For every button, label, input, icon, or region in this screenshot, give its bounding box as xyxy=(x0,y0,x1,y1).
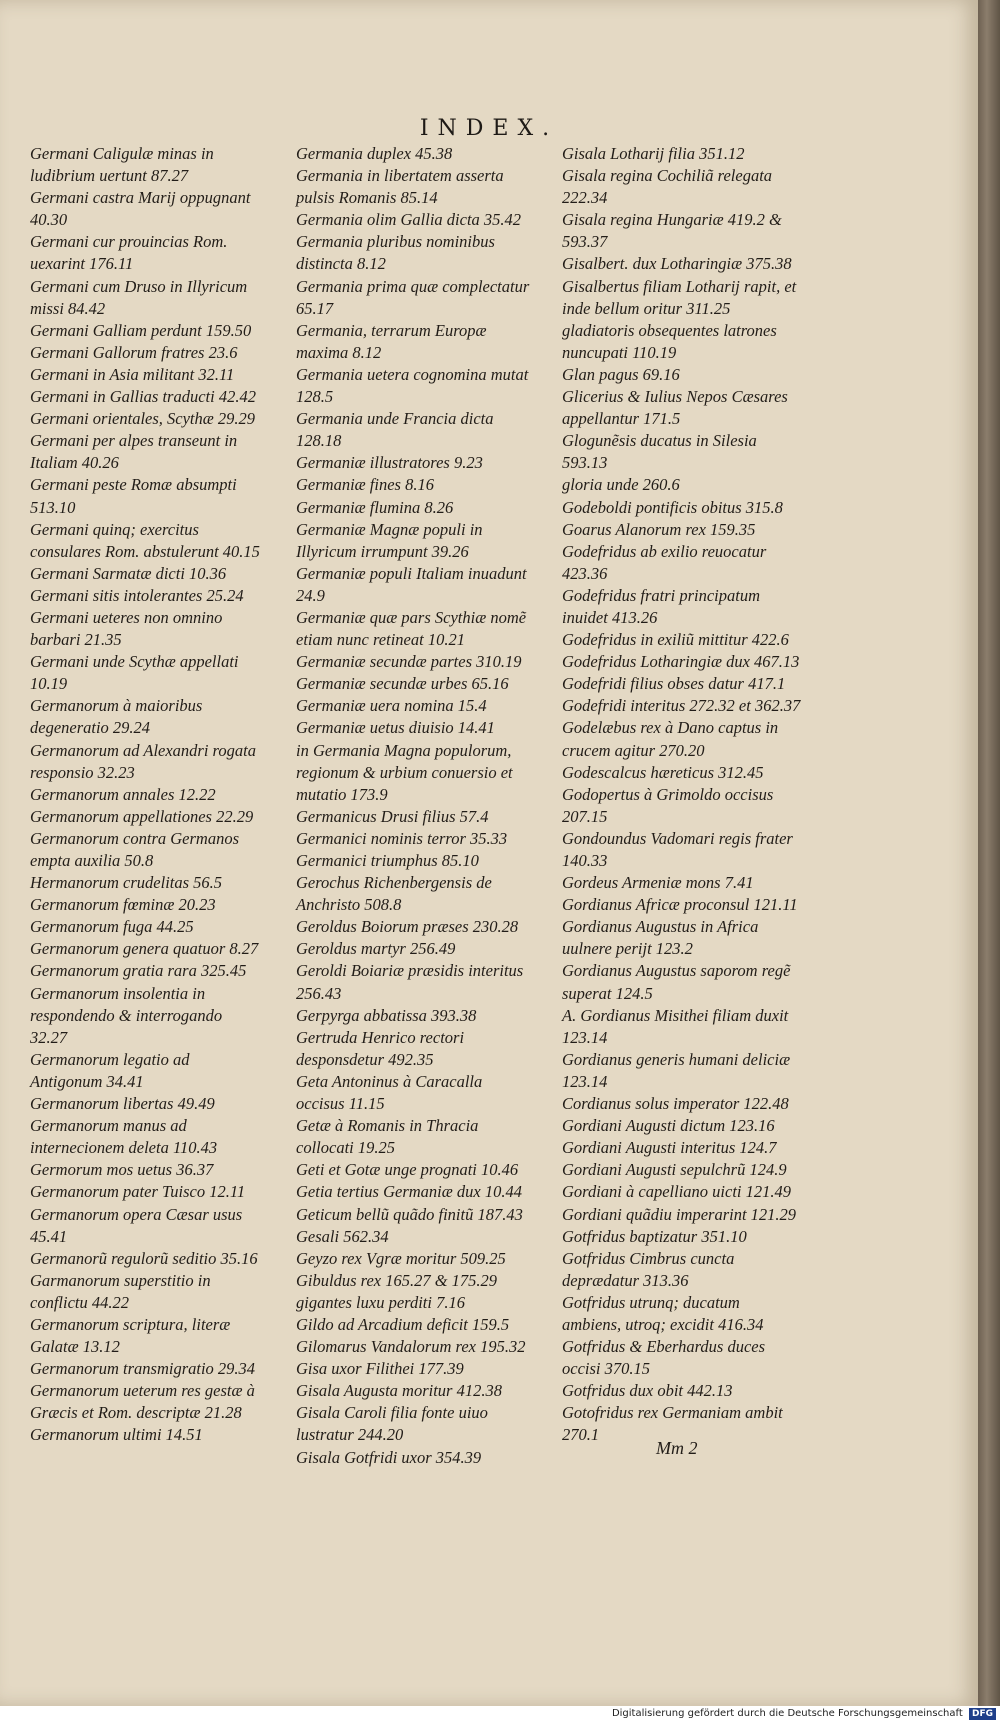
index-entry: Germani Sarmatæ dicti 10.36 xyxy=(30,563,227,583)
index-entry: Germaniæ populi Italiam inuadunt 24.9 xyxy=(296,563,527,605)
index-entry: Godefridus ab exilio reuocatur 423.36 xyxy=(562,541,767,583)
index-entry: Germani Caligulæ minas in ludibrium uertunt 87.27 xyxy=(30,144,214,186)
index-column-1 xyxy=(30,143,260,1447)
index-entry: Gotfridus dux obit 442.13 xyxy=(562,1381,733,1401)
index-entry: Godeboldi pontificis obitus 315.8 xyxy=(562,497,783,517)
index-entry: Germanorum legatio ad Antigonum 34.41 xyxy=(30,1049,190,1091)
index-entry: Germani ueteres non omnino barbari 21.35 xyxy=(30,607,223,650)
index-entry: Gisa uxor Filithei 177.39 xyxy=(296,1359,464,1379)
index-entry: Godopertus à Grimoldo occisus 207.15 xyxy=(562,784,774,826)
index-entry: Germanicus Drusi filius 57.4 xyxy=(296,806,489,826)
index-entry: Germanorũ regulorũ seditio 35.16 xyxy=(30,1248,258,1268)
index-entry: Gisalbert. dux Lotharingiæ 375.38 xyxy=(562,254,792,274)
index-entry: Germaniæ secundæ urbes 65.16 xyxy=(296,674,509,694)
index-entry: Germanici nominis terror 35.33 xyxy=(296,828,508,848)
index-entry: Germanorum ultimi 14.51 xyxy=(30,1425,203,1445)
index-entry: Godelæbus rex à Dano captus in crucem agitur 270.20 xyxy=(562,718,779,760)
index-entry: Gisala Caroli filia fonte uiuo lustratur 244.20 xyxy=(296,1403,488,1445)
index-entry: Germanorum opera Cæsar usus 45.41 xyxy=(30,1204,243,1246)
index-entry: Goarus Alanorum rex 159.35 xyxy=(562,519,756,539)
index-entry: A. Gordianus Misithei filiam duxit 123.14 xyxy=(562,1005,789,1047)
index-entry: Gertruda Henrico rectori desponsdetur 492.35 xyxy=(296,1027,465,1069)
index-entry: Germaniæ uera nomina 15.4 xyxy=(296,696,487,716)
index-entry: Glan pagus 69.16 xyxy=(562,364,680,384)
index-entry: Cordianus solus imperator 122.48 xyxy=(562,1094,789,1114)
index-entry: Gordiani quãdiu imperarint 121.29 xyxy=(562,1204,797,1224)
index-entry: Gisala Lotharij filia 351.12 xyxy=(562,144,745,163)
index-column-2 xyxy=(296,143,534,1469)
index-entry: Germaniæ Magnæ populi in Illyricum irrumpunt 39.26 xyxy=(296,519,483,561)
index-entry: Germanici triumphus 85.10 xyxy=(296,851,479,870)
index-entry: Germania uetera cognomina mutat 128.5 xyxy=(296,364,529,407)
index-entry: Germaniæ uetus diuisio 14.41 xyxy=(296,718,495,738)
index-entry: Germanorum insolentia in respondendo & interrogando 32.27 xyxy=(30,983,223,1047)
index-entry: Germania prima quæ complectatur 65.17 xyxy=(296,276,530,318)
index-entry: Germaniæ illustratores 9.23 xyxy=(296,453,483,473)
index-entry: gigantes luxu perditi 7.16 xyxy=(296,1292,465,1312)
index-entry: Germani castra Marij oppugnant 40.30 xyxy=(30,188,251,230)
index-entry: Germanorum contra Germanos empta auxilia 50.8 xyxy=(30,828,239,870)
index-entry: Germania duplex 45.38 xyxy=(296,144,453,163)
index-entry: Geticum bellũ quãdo finitũ 187.43 xyxy=(296,1204,523,1224)
page-edge xyxy=(978,0,1000,1706)
index-entry: Gordianus generis humani deliciæ 123.14 xyxy=(562,1049,791,1091)
index-entry: Geroldi Boiariæ præsidis interitus 256.43 xyxy=(296,961,524,1003)
index-entry: Gerochus Richenbergensis de Anchristo 508.8 xyxy=(296,873,492,915)
index-entry: Godefridi interitus 272.32 et 362.37 xyxy=(562,696,801,716)
index-entry: Geta Antoninus à Caracalla occisus 11.15 xyxy=(296,1071,483,1114)
index-entry: Germanorum gratia rara 325.45 xyxy=(30,961,247,981)
digitization-footer xyxy=(0,1706,1000,1722)
index-entry: Gilomarus Vandalorum rex 195.32 xyxy=(296,1337,526,1357)
index-entry: Gotfridus & Eberhardus duces occisi 370.15 xyxy=(562,1337,766,1379)
index-entry: Gordianus Augustus in Africa uulnere perijt 123.2 xyxy=(562,917,759,959)
index-entry: Germani unde Scythæ appellati 10.19 xyxy=(30,652,239,694)
index-entry: Germania, terrarum Europæ maxima 8.12 xyxy=(296,320,487,362)
index-entry: Gordiani à capelliano uicti 121.49 xyxy=(562,1182,791,1202)
index-entry: Germorum mos uetus 36.37 xyxy=(30,1160,214,1180)
index-entry: Geyzo rex Vgræ moritur 509.25 xyxy=(296,1248,506,1268)
index-entry: Germanorum annales 12.22 xyxy=(30,784,216,804)
index-entry: Germanorum transmigratio 29.34 xyxy=(30,1359,256,1379)
index-entry: Germanorum scriptura, literæ Galatæ 13.12 xyxy=(30,1314,231,1357)
index-entry: Gotfridus Cimbrus cuncta deprædatur 313.36 xyxy=(562,1248,735,1290)
index-entry: Godefridus in exiliũ mittitur 422.6 xyxy=(562,630,789,650)
index-entry: Gordiani Augusti interitus 124.7 xyxy=(562,1138,777,1158)
index-entry: gloria unde 260.6 xyxy=(562,475,680,495)
index-entry: Germani peste Romæ absumpti 513.10 xyxy=(30,475,237,517)
index-entry: Getia tertius Germaniæ dux 10.44 xyxy=(296,1182,522,1202)
index-entry: Gisala regina Hungariæ 419.2 & 593.37 xyxy=(562,210,782,252)
index-entry: Germania pluribus nominibus distincta 8.12 xyxy=(296,232,495,274)
index-entry: Germania unde Francia dicta 128.18 xyxy=(296,409,494,451)
index-entry: Glicerius & Iulius Nepos Cæsares appellantur 171.5 xyxy=(562,387,788,429)
index-entry: Godefridi filius obses datur 417.1 xyxy=(562,674,786,694)
index-entry: Germania olim Gallia dicta 35.42 xyxy=(296,210,522,230)
index-entry: Germanorum fœminæ 20.23 xyxy=(30,895,216,915)
index-entry: Germanorum à maioribus degeneratio 29.24 xyxy=(30,696,203,738)
index-entry: Geti et Gotæ unge prognati 10.46 xyxy=(296,1160,519,1180)
index-entry: Germani orientales, Scythæ 29.29 xyxy=(30,409,256,429)
index-entry: Germanorum ueterum res gestæ à Græcis et Rom. descriptæ 21.28 xyxy=(30,1381,255,1423)
index-entry: Godefridus Lotharingiæ dux 467.13 xyxy=(562,652,800,672)
index-entry: Gisala regina Cochiliã relegata 222.34 xyxy=(562,166,773,208)
digitization-note: Digitalisierung gefördert durch die Deutsche Forschungsgemeinschaft xyxy=(611,1708,963,1719)
index-entry: Gildo ad Arcadium deficit 159.5 xyxy=(296,1314,510,1334)
index-entry: Germaniæ flumina 8.26 xyxy=(296,497,454,517)
index-entry: Germanorum genera quatuor 8.27 xyxy=(30,939,259,959)
index-entry: Godefridus fratri principatum inuidet 413.26 xyxy=(562,585,761,627)
index-entry: Gisala Gotfridi uxor 354.39 xyxy=(296,1447,482,1467)
index-entry: Gordianus Africæ proconsul 121.11 xyxy=(562,895,798,915)
index-entry: gladiatoris obsequentes latrones nuncupati 110.19 xyxy=(562,320,777,362)
index-entry: Germania in libertatem asserta pulsis Romanis 85.14 xyxy=(296,166,504,208)
index-entry: Germani per alpes transeunt in Italiam 40.26 xyxy=(30,431,238,473)
index-entry: Gisalbertus filiam Lotharij rapit, et inde bellum oritur 311.25 xyxy=(562,276,797,318)
index-column-3 xyxy=(562,143,802,1447)
index-entry: Glogunẽsis ducatus in Silesia 593.13 xyxy=(562,431,757,473)
index-entry: Getæ à Romanis in Thracia collocati 19.25 xyxy=(296,1116,479,1158)
index-entry: Gondoundus Vadomari regis frater 140.33 xyxy=(562,828,793,870)
index-entry: Germanorum manus ad internecionem deleta 110.43 xyxy=(30,1116,218,1158)
index-entry: Germaniæ quæ pars Scythiæ nomẽ etiam nunc retineat 10.21 xyxy=(296,607,527,650)
index-entry: in Germania Magna populorum, regionum & urbium conuersio et mutatio 173.9 xyxy=(296,740,513,804)
index-entry: Germani Galliam perdunt 159.50 xyxy=(30,320,252,340)
index-entry: Germanorum libertas 49.49 xyxy=(30,1094,215,1114)
index-entry: Gotfridus baptizatur 351.10 xyxy=(562,1226,747,1246)
index-entry: Gordiani Augusti dictum 123.16 xyxy=(562,1116,775,1136)
index-entry: Germanorum ad Alexandri rogata responsio 32.23 xyxy=(30,740,256,782)
index-entry: Gesali 562.34 xyxy=(296,1226,389,1246)
index-entry: Germani Gallorum fratres 23.6 xyxy=(30,342,238,362)
signature-mark: Mm 2 xyxy=(656,1438,698,1458)
index-entry: Garmanorum superstitio in conflictu 44.22 xyxy=(30,1270,211,1312)
index-entry: Germani quinq; exercitus consulares Rom. abstulerunt 40.15 xyxy=(30,519,260,561)
index-entry: Germaniæ fines 8.16 xyxy=(296,475,434,495)
index-entry: Gotfridus utrunq; ducatum ambiens, utroq; excidit 416.34 xyxy=(562,1292,764,1334)
dfg-logo: DFG xyxy=(969,1708,996,1720)
index-entry: Gibuldus rex 165.27 & 175.29 xyxy=(296,1270,498,1290)
index-entry: Gerpyrga abbatissa 393.38 xyxy=(296,1005,477,1025)
index-entry: Germani sitis intolerantes 25.24 xyxy=(30,585,244,605)
index-entry: Hermanorum crudelitas 56.5 xyxy=(30,873,223,893)
index-entry: Geroldus martyr 256.49 xyxy=(296,939,456,959)
index-entry: Gisala Augusta moritur 412.38 xyxy=(296,1381,502,1401)
index-entry: Germanorum fuga 44.25 xyxy=(30,917,194,937)
index-entry: Germaniæ secundæ partes 310.19 xyxy=(296,652,522,672)
index-entry: Godescalcus hæreticus 312.45 xyxy=(562,762,764,782)
index-entry: Germanorum appellationes 22.29 xyxy=(30,806,254,826)
index-entry: Gordeus Armeniæ mons 7.41 xyxy=(562,873,754,893)
index-entry: Germani cum Druso in Illyricum missi 84.42 xyxy=(30,276,248,318)
page-title: INDEX. xyxy=(419,116,559,141)
index-entry: Germani cur prouincias Rom. uexarint 176.11 xyxy=(30,232,228,274)
index-entry: Germani in Gallias traducti 42.42 xyxy=(30,387,256,407)
index-entry: Gordianus Augustus saporom regẽ superat 124.5 xyxy=(562,961,791,1003)
index-entry: Gotofridus rex Germaniam ambit 270.1 xyxy=(562,1403,783,1445)
index-entry: Gordiani Augusti sepulchrũ 124.9 xyxy=(562,1160,787,1180)
index-entry: Germanorum pater Tuisco 12.11 xyxy=(30,1182,246,1202)
index-entry: Geroldus Boiorum præses 230.28 xyxy=(296,917,519,937)
index-entry: Germani in Asia militant 32.11 xyxy=(30,364,235,384)
